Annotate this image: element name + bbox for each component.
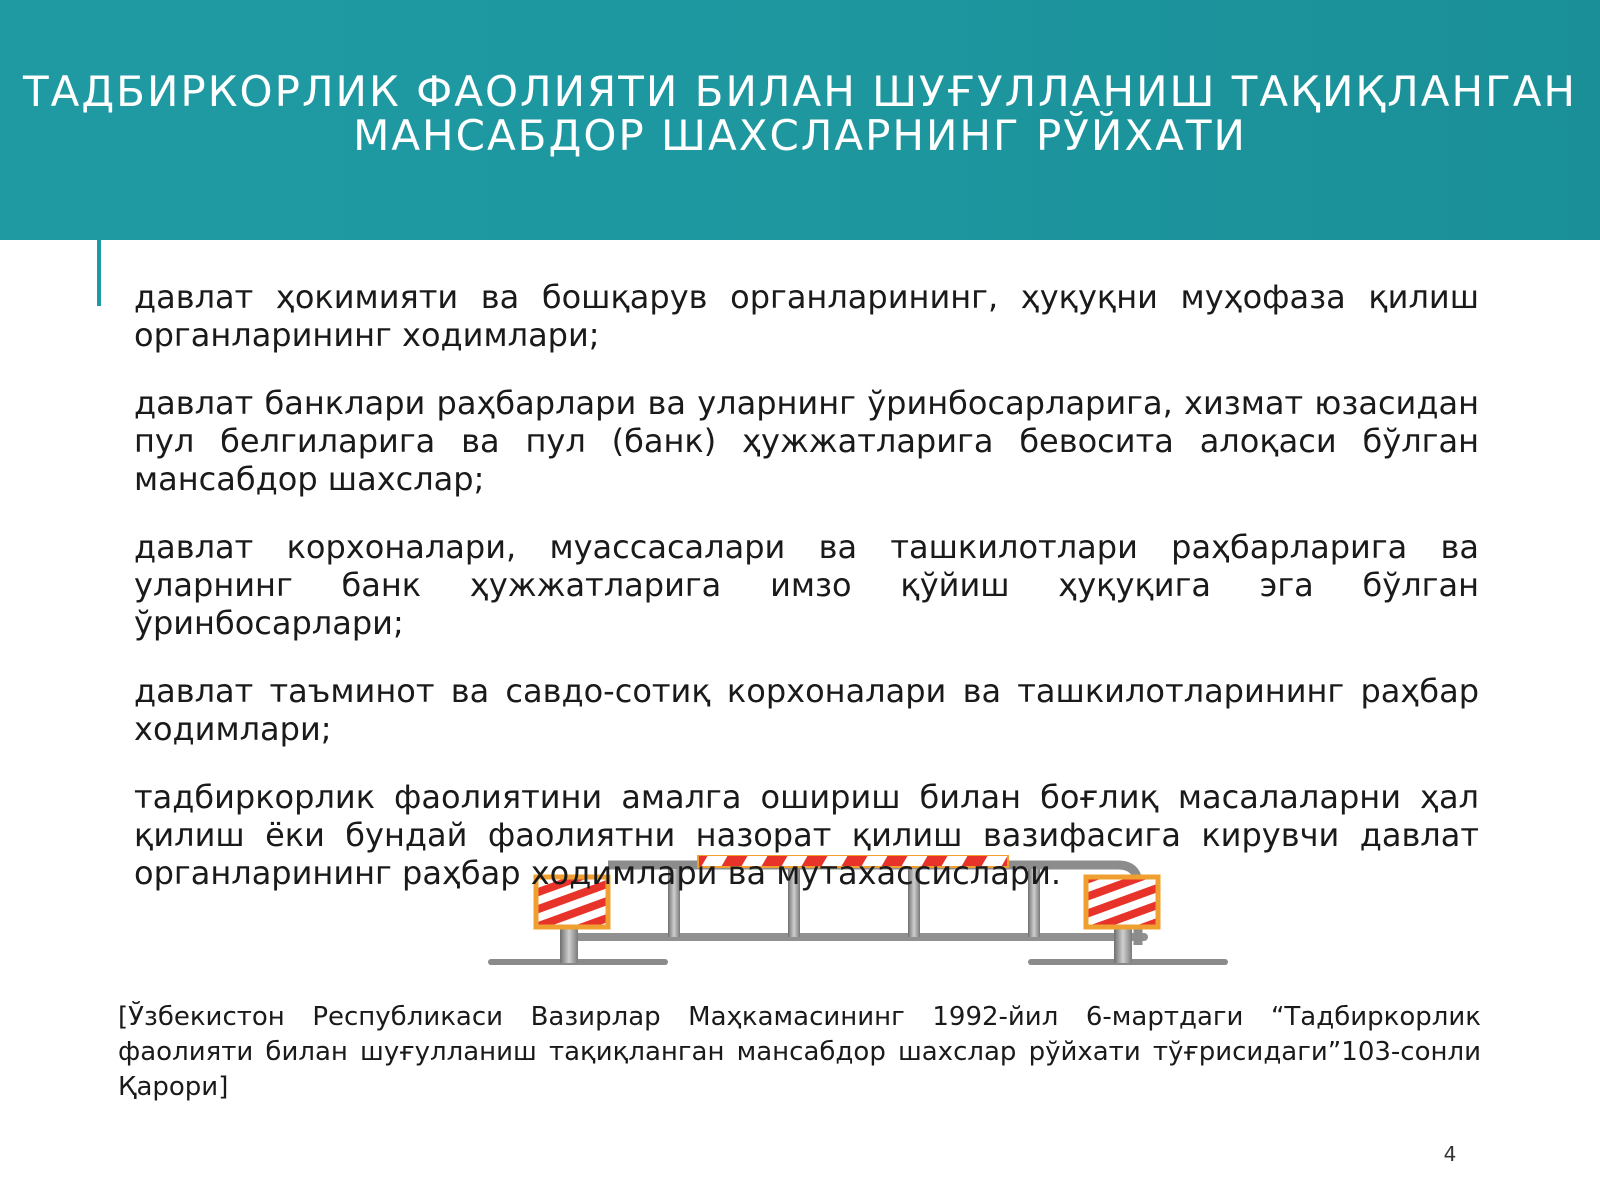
page-title-line-1: ТАДБИРКОРЛИК ФАОЛИЯТИ БИЛАН ШУҒУЛЛАНИШ ТАҚИҚЛАНГАН — [22, 67, 1578, 116]
list-item: давлат банклари раҳбарлари ва уларнинг ўринбосарларига, хизмат юзасидан пул белгиларига ва пул (банк) ҳужжатларига бевосита алоқаси бўлган мансабдор шахслар; — [134, 384, 1479, 498]
accent-line — [97, 240, 101, 306]
source-citation: [Ўзбекистон Республикаси Вазирлар Маҳкамасининг 1992-йил 6-мартдаги “Тадбиркорлик фаолияти билан шуғулланиш тақиқланган мансабдор шахслар рўйхати тўғрисидаги”103-сонли Қарори] — [118, 1002, 1481, 1102]
list-item: давлат корхоналари, муассасалари ва ташкилотлари раҳбарларига ва уларнинг банк ҳужжатларига имзо қўйиш ҳуқуқига эга бўлган ўринбосарлари; — [134, 528, 1479, 642]
header-banner — [0, 0, 1600, 240]
page-title — [0, 67, 1600, 160]
list-item: давлат ҳокимияти ва бошқарув органларининг, ҳуқуқни муҳофаза қилиш органларининг ходимлари; — [134, 278, 1479, 354]
restricted-officials-list — [134, 278, 1479, 922]
page-number: 4 — [1443, 1142, 1457, 1166]
page-title-line-2: МАНСАБДОР ШАХСЛАРНИНГ РЎЙХАТИ — [353, 111, 1247, 160]
list-item: тадбиркорлик фаолиятини амалга ошириш билан боғлиқ масалаларни ҳал қилиш ёки бундай фаолиятни назорат қилиш вазифасига кирувчи давлат органларининг раҳбар ходимлари ва мутахассислари. — [134, 778, 1479, 892]
list-item: давлат таъминот ва савдо-сотиқ корхоналари ва ташкилотларининг раҳбар ходимлари; — [134, 672, 1479, 748]
